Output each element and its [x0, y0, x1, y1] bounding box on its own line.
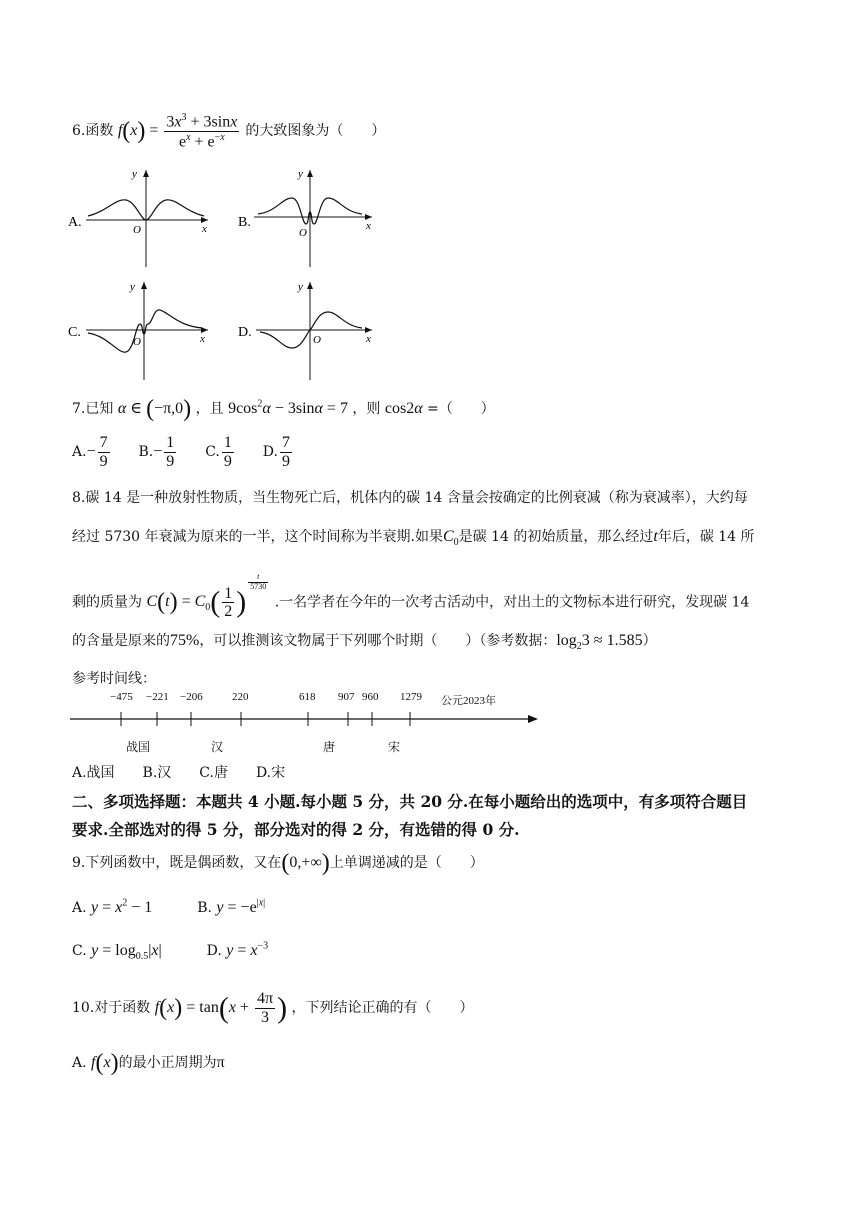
graph-d[interactable] [238, 281, 372, 380]
era-song: 宋 [388, 740, 401, 754]
year-907: 907 [338, 691, 355, 703]
q9-option-a[interactable]: A. $y = x^2 - 1$ [72, 898, 153, 917]
section2-line1: 二、多项选择题：本题共 4 小题.每小题 5 分，共 20 分.在每小题给出的选项中，有多项符合题目 [72, 792, 748, 811]
svg-text:x: x [366, 220, 371, 232]
svg-text:O: O [299, 227, 307, 239]
year-1279: 1279 [400, 691, 422, 703]
option-c-label: C. [68, 325, 81, 340]
option-b-label: B. [238, 215, 251, 230]
timeline-label: 参考时间线： [72, 671, 156, 687]
q6-graphs [66, 162, 386, 382]
q8-options[interactable]: A.战国 B.汉 C.唐 D.宋 [72, 765, 286, 781]
q6-stem: 6.函数 f(x) = $\frac{3x^3 + 3\sin x}{e^x + e^{-x}}$ 的大致图象为（ ） [72, 112, 386, 151]
svg-text:x: x [200, 333, 205, 345]
q9-option-d[interactable]: D. $y = x^{-3}$ [206, 941, 269, 960]
q9-stem: 9.下列函数中，既是偶函数，又在(0,+∞)上单调递减的是（ ） [72, 850, 484, 876]
q7-stem: 7.已知 α ∈ (−π,0) ，且 $9\cos^2\alpha - 3\sin\alpha = 7$ ，则 cos2α =（ ） [72, 396, 495, 422]
q10-stem: 10.对于函数 f(x) = tan(x + $\frac{4\pi}{3}$ ) ，下列结论正确的有（ ） [72, 990, 474, 1026]
year-220: 220 [232, 691, 249, 703]
graph-b[interactable] [238, 168, 372, 267]
q9-option-b[interactable]: B. $y = -e^{|x|}$ [197, 898, 266, 917]
year-m475: −475 [110, 691, 133, 703]
svg-text:y: y [298, 281, 303, 293]
q7-options [72, 434, 294, 470]
q8-line4: 的含量是原来的75%，可以推测该文物属于下列哪个时期（ ）（参考数据：$\log_23 \approx 1.585$） [72, 632, 657, 653]
section2-line2: 要求.全部选对的得 5 分，部分选对的得 2 分，有选错的得 0 分. [72, 820, 520, 839]
q9-options-cd [72, 941, 268, 963]
q10-option-a[interactable]: A. f(x)的最小正周期为π [72, 1050, 225, 1076]
svg-text:y: y [298, 168, 303, 180]
timeline [66, 688, 546, 758]
graph-c[interactable] [68, 281, 208, 380]
q9-options-ab [72, 898, 265, 917]
q7-option-b[interactable]: B.− $\frac{1}{9}$ [138, 434, 175, 470]
svg-text:y: y [132, 168, 137, 180]
q7-option-d[interactable]: D. $\frac{7}{9}$ [262, 434, 290, 470]
q8-line1: 8.碳 14 是一种放射性物质，当生物死亡后，机体内的碳 14 含量会按确定的比例衰减（称为衰减率），大约每 [72, 490, 748, 506]
q8-line2: 经过 5730 年衰减为原来的一半，这个时间称为半衰期.如果$C_0$是碳 14 的初始质量，那么经过t年后，碳 14 所 [72, 528, 755, 549]
year-2023: 公元2023年 [441, 695, 496, 707]
year-m221: −221 [146, 691, 169, 703]
era-tang: 唐 [323, 740, 336, 754]
q7-option-c[interactable]: C. $\frac{1}{9}$ [205, 434, 232, 470]
svg-text:x: x [366, 333, 371, 345]
option-a-label: A. [68, 215, 82, 230]
era-zhanguo: 战国 [126, 740, 151, 754]
option-d-label: D. [238, 325, 252, 340]
svg-text:x: x [202, 223, 207, 235]
era-han: 汉 [211, 740, 224, 754]
year-m206: −206 [180, 691, 203, 703]
svg-text:O: O [133, 336, 141, 348]
graph-a[interactable] [68, 168, 208, 267]
year-960: 960 [362, 691, 379, 703]
svg-text:O: O [313, 334, 321, 346]
q7-option-a[interactable]: A.− $\frac{7}{9}$ [72, 434, 108, 470]
svg-text:O: O [133, 224, 141, 236]
svg-text:y: y [130, 281, 135, 293]
q9-option-c[interactable]: C. $y = \log_{0.5}|x|$ [72, 942, 162, 963]
year-618: 618 [299, 691, 316, 703]
q8-line3: 剩的质量为 $C(t) = C_0$( $\frac{1}{2}$ ) $^{\frac{t}{5730}}$ .一名学者在今年的一次考古活动中，对出土的文物标本进行研究，发现碳 14 [72, 572, 750, 621]
